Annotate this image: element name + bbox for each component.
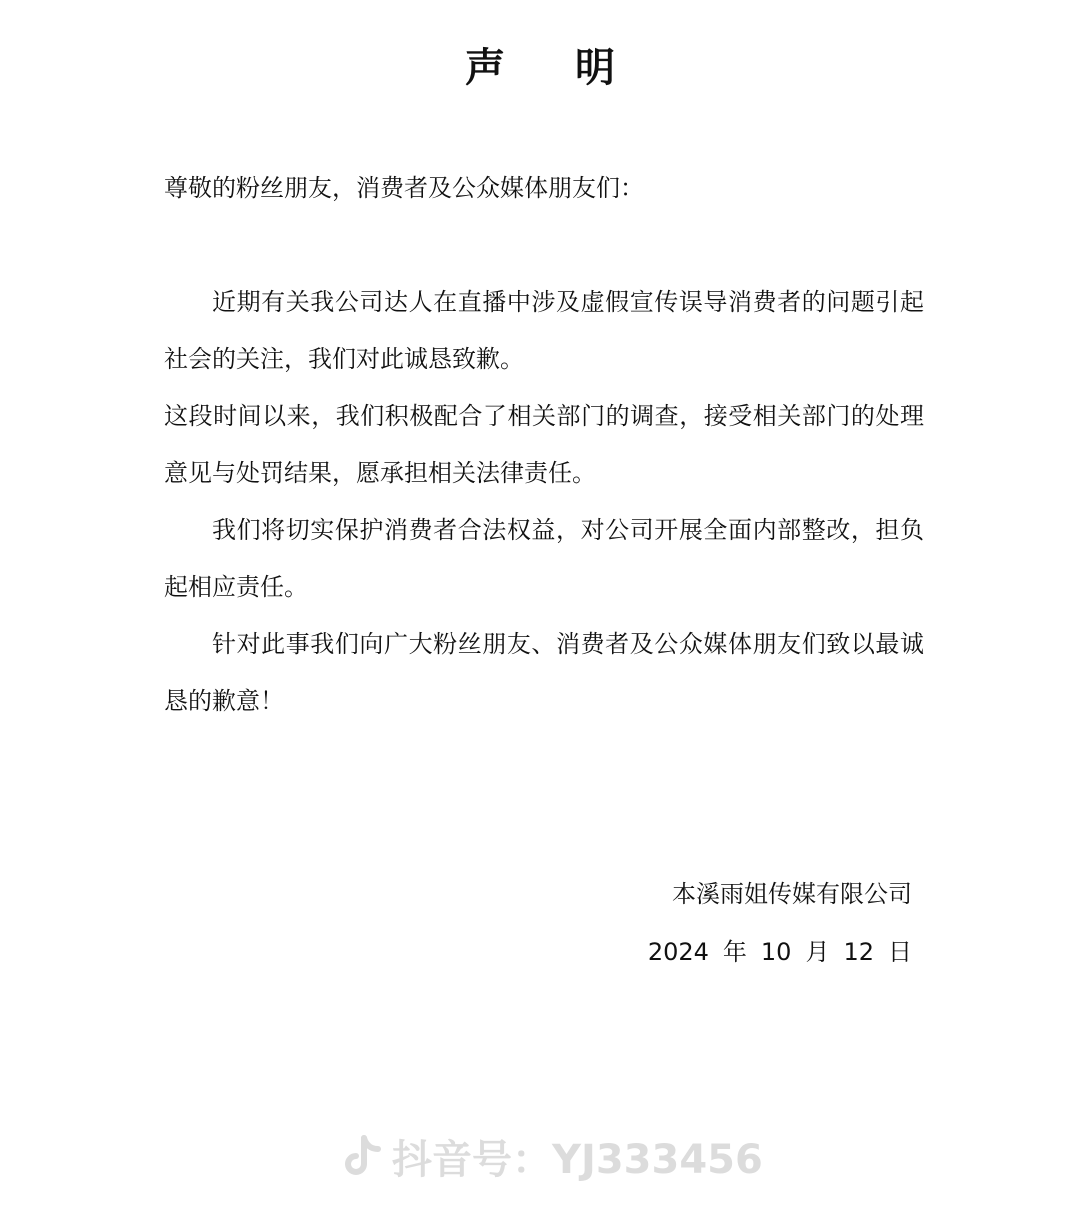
douyin-logo-icon (342, 1134, 382, 1178)
paragraph-1: 近期有关我公司达人在直播中涉及虚假宣传误导消费者的问题引起社会的关注，我们对此诚恳致歉。 (164, 288, 924, 373)
salutation: 尊敬的粉丝朋友，消费者及公众媒体朋友们： (164, 174, 644, 202)
document-title: 声 明 (465, 45, 643, 91)
watermark-text: 抖音号：YJ333456 (392, 1136, 763, 1183)
paragraph-3: 我们将切实保护消费者合法权益，对公司开展全面内部整改，担负起相应责任。 (164, 516, 924, 601)
signature-date (648, 930, 912, 974)
date-year: 2024 (647, 938, 709, 966)
paragraph-4: 针对此事我们向广大粉丝朋友、消费者及公众媒体朋友们致以最诚恳的歉意！ (164, 630, 924, 715)
date-month: 10 (760, 938, 792, 966)
date-month-unit: 月 (805, 938, 830, 966)
date-day: 12 (843, 938, 874, 966)
douyin-watermark (342, 1128, 763, 1184)
date-year-unit: 年 (722, 938, 747, 966)
date-day-unit: 日 (888, 938, 912, 966)
company-signature: 本溪雨姐传媒有限公司 (672, 880, 912, 908)
paragraph-2: 这段时间以来，我们积极配合了相关部门的调查，接受相关部门的处理意见与处罚结果，愿承担相关法律责任。 (164, 402, 924, 487)
